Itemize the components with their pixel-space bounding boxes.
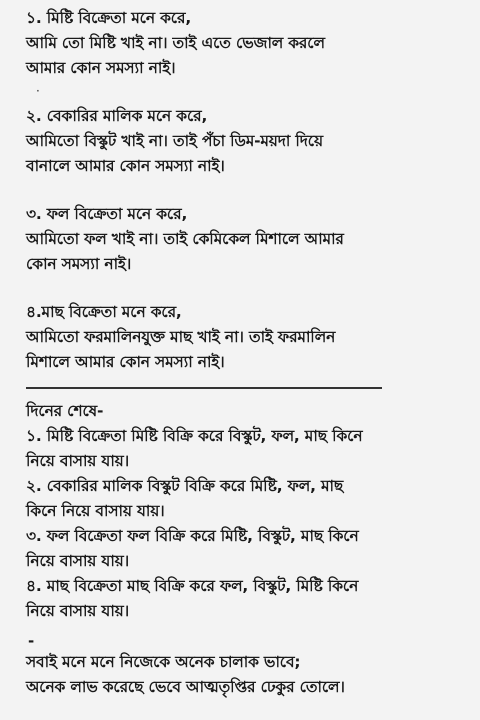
text-line: ২. বেকারির মালিক বিস্কুট বিক্রি করে মিষ্টি, ফল, মাছ <box>26 477 344 495</box>
text-line: ৪.মাছ বিক্রেতা মনে করে, <box>26 303 182 321</box>
text-line: কিনে নিয়ে বাসায় যায়। <box>26 502 165 520</box>
text-line: আমি তো মিষ্টি খাই না। তাই এতে ভেজাল করলে <box>26 34 325 52</box>
text-line: আমিতো ফল খাই না। তাই কেমিকেল মিশালে আমার <box>26 230 344 248</box>
text-line: বানালে আমার কোন সমস্যা নাই। <box>26 157 225 175</box>
text-line: মিশালে আমার কোন সমস্যা নাই। <box>26 353 225 371</box>
text-line: কোন সমস্যা নাই। <box>26 255 132 273</box>
section-fruit-seller <box>26 202 466 277</box>
text-line: ৩. ফল বিক্রেতা মনে করে, <box>26 205 188 223</box>
horizontal-divider <box>26 387 382 389</box>
section-sweet-seller <box>26 6 466 81</box>
text-line: নিয়ে বাসায় যায়। <box>26 552 129 570</box>
text-line: ২. বেকারির মালিক মনে করে, <box>26 107 208 125</box>
text-line: সবাই মনে মনে নিজেকে অনেক চালাক ভাবে; <box>26 653 301 671</box>
separator-dash: - <box>28 632 35 650</box>
section-conclusion <box>26 650 466 700</box>
section-bakery-owner <box>26 104 466 179</box>
section-end-of-day <box>26 399 466 624</box>
paragraph-gap <box>26 81 466 104</box>
text-line: ৩. ফল বিক্রেতা ফল বিক্রি করে মিষ্টি, বিস্কুট, মাছ কিনে <box>26 527 359 545</box>
paragraph-gap <box>26 277 466 300</box>
text-line: নিয়ে বাসায় যায়। <box>26 602 129 620</box>
text-line: ৪. মাছ বিক্রেতা মাছ বিক্রি করে ফল, বিস্কুট, মিষ্টি কিনে <box>26 577 359 595</box>
text-line: ১. মিষ্টি বিক্রেতা মনে করে, <box>26 9 192 27</box>
text-line: আমিতো ফরমালিনযুক্ত মাছ খাই না। তাই ফরমালিন <box>26 328 336 346</box>
text-line: আমিতো বিস্কুট খাই না। তাই পঁচা ডিম-ময়দা দিয়ে <box>26 132 323 150</box>
section-fish-seller <box>26 300 466 375</box>
text-line: আমার কোন সমস্যা নাই। <box>26 59 176 77</box>
text-line: অনেক লাভ করেছে ভেবে আত্মতৃপ্তির ঢেকুর তোলে। <box>26 678 345 696</box>
section-heading: দিনের শেষে- <box>26 402 104 420</box>
dot-mark: · <box>36 84 40 98</box>
spacer <box>26 624 466 632</box>
paragraph-gap <box>26 179 466 202</box>
text-line: নিয়ে বাসায় যায়। <box>26 452 129 470</box>
text-line: ১. মিষ্টি বিক্রেতা মিষ্টি বিক্রি করে বিস্কুট, ফল, মাছ কিনে <box>26 427 363 445</box>
